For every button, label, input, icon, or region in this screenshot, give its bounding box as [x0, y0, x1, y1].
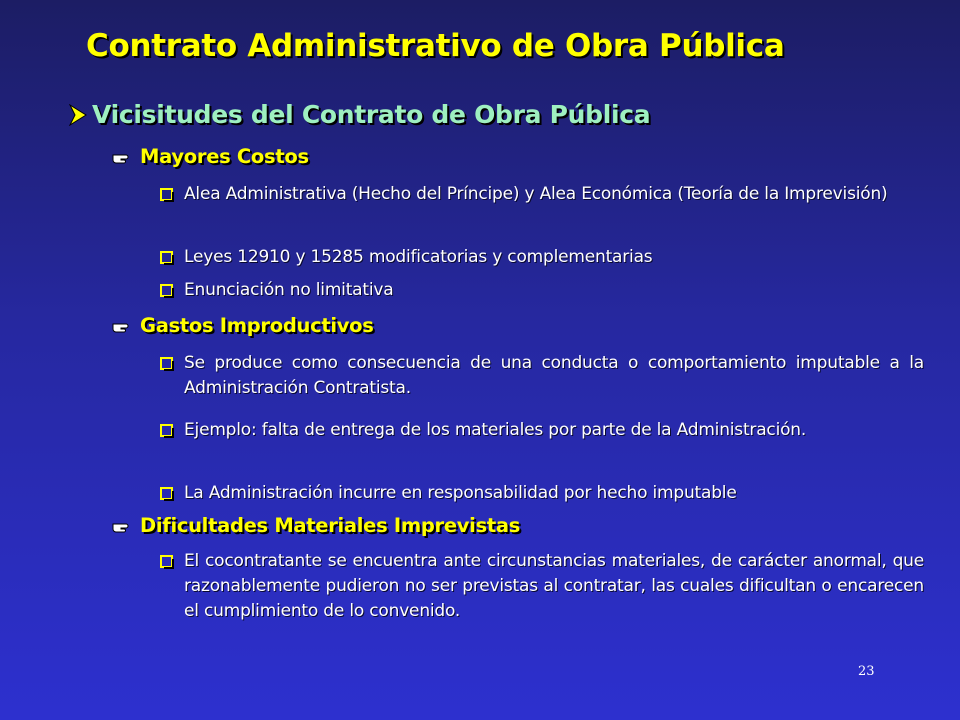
checkbox-bullet-icon	[160, 245, 184, 270]
item-text: Alea Administrativa (Hecho del Príncipe) y Alea Económica (Teoría de la Imprevisión)	[184, 184, 888, 204]
checkbox-bullet-icon	[160, 481, 184, 506]
list-item	[160, 278, 924, 303]
section-heading	[68, 100, 650, 129]
checkbox-bullet-icon	[160, 278, 184, 303]
slide-title: Contrato Administrativo de Obra Pública	[86, 28, 785, 64]
checkbox-bullet-icon	[160, 182, 184, 207]
checkbox-bullet-icon	[160, 418, 184, 443]
page-number: 23	[858, 664, 875, 679]
item-text: La Administración incurre en responsabilidad por hecho imputable	[184, 483, 737, 503]
list-item	[160, 481, 924, 506]
pointing-hand-icon	[112, 518, 138, 534]
list-item	[160, 245, 924, 270]
subsection-dificultades-materiales	[112, 514, 520, 537]
item-text: Ejemplo: falta de entrega de los materiales por parte de la Administración.	[184, 420, 807, 440]
subsection-label: Mayores Costos	[140, 145, 309, 168]
section-label: Vicisitudes del Contrato de Obra Pública	[92, 100, 651, 129]
list-item	[160, 549, 924, 624]
item-text: El cocontratante se encuentra ante circunstancias materiales, de carácter anormal, que razonablemente pudieron no ser previstas al contratar, las cuales dificultan o encarecen el cumplimiento de lo convenido.	[184, 551, 924, 621]
pointing-hand-icon	[112, 149, 138, 165]
arrow-right-icon	[68, 104, 92, 126]
checkbox-bullet-icon	[160, 549, 184, 624]
checkbox-bullet-icon	[160, 351, 184, 401]
list-item	[160, 182, 924, 207]
subsection-label: Gastos Improductivos	[140, 314, 374, 337]
item-text: Enunciación no limitativa	[184, 280, 394, 300]
item-text: Leyes 12910 y 15285 modificatorias y complementarias	[184, 247, 653, 267]
subsection-gastos-improductivos	[112, 314, 374, 337]
item-text: Se produce como consecuencia de una conducta o comportamiento imputable a la Administración Contratista.	[184, 353, 924, 398]
list-item	[160, 351, 924, 401]
subsection-label: Dificultades Materiales Imprevistas	[140, 514, 521, 537]
list-item	[160, 418, 924, 443]
subsection-mayores-costos	[112, 145, 309, 168]
pointing-hand-icon	[112, 318, 138, 334]
